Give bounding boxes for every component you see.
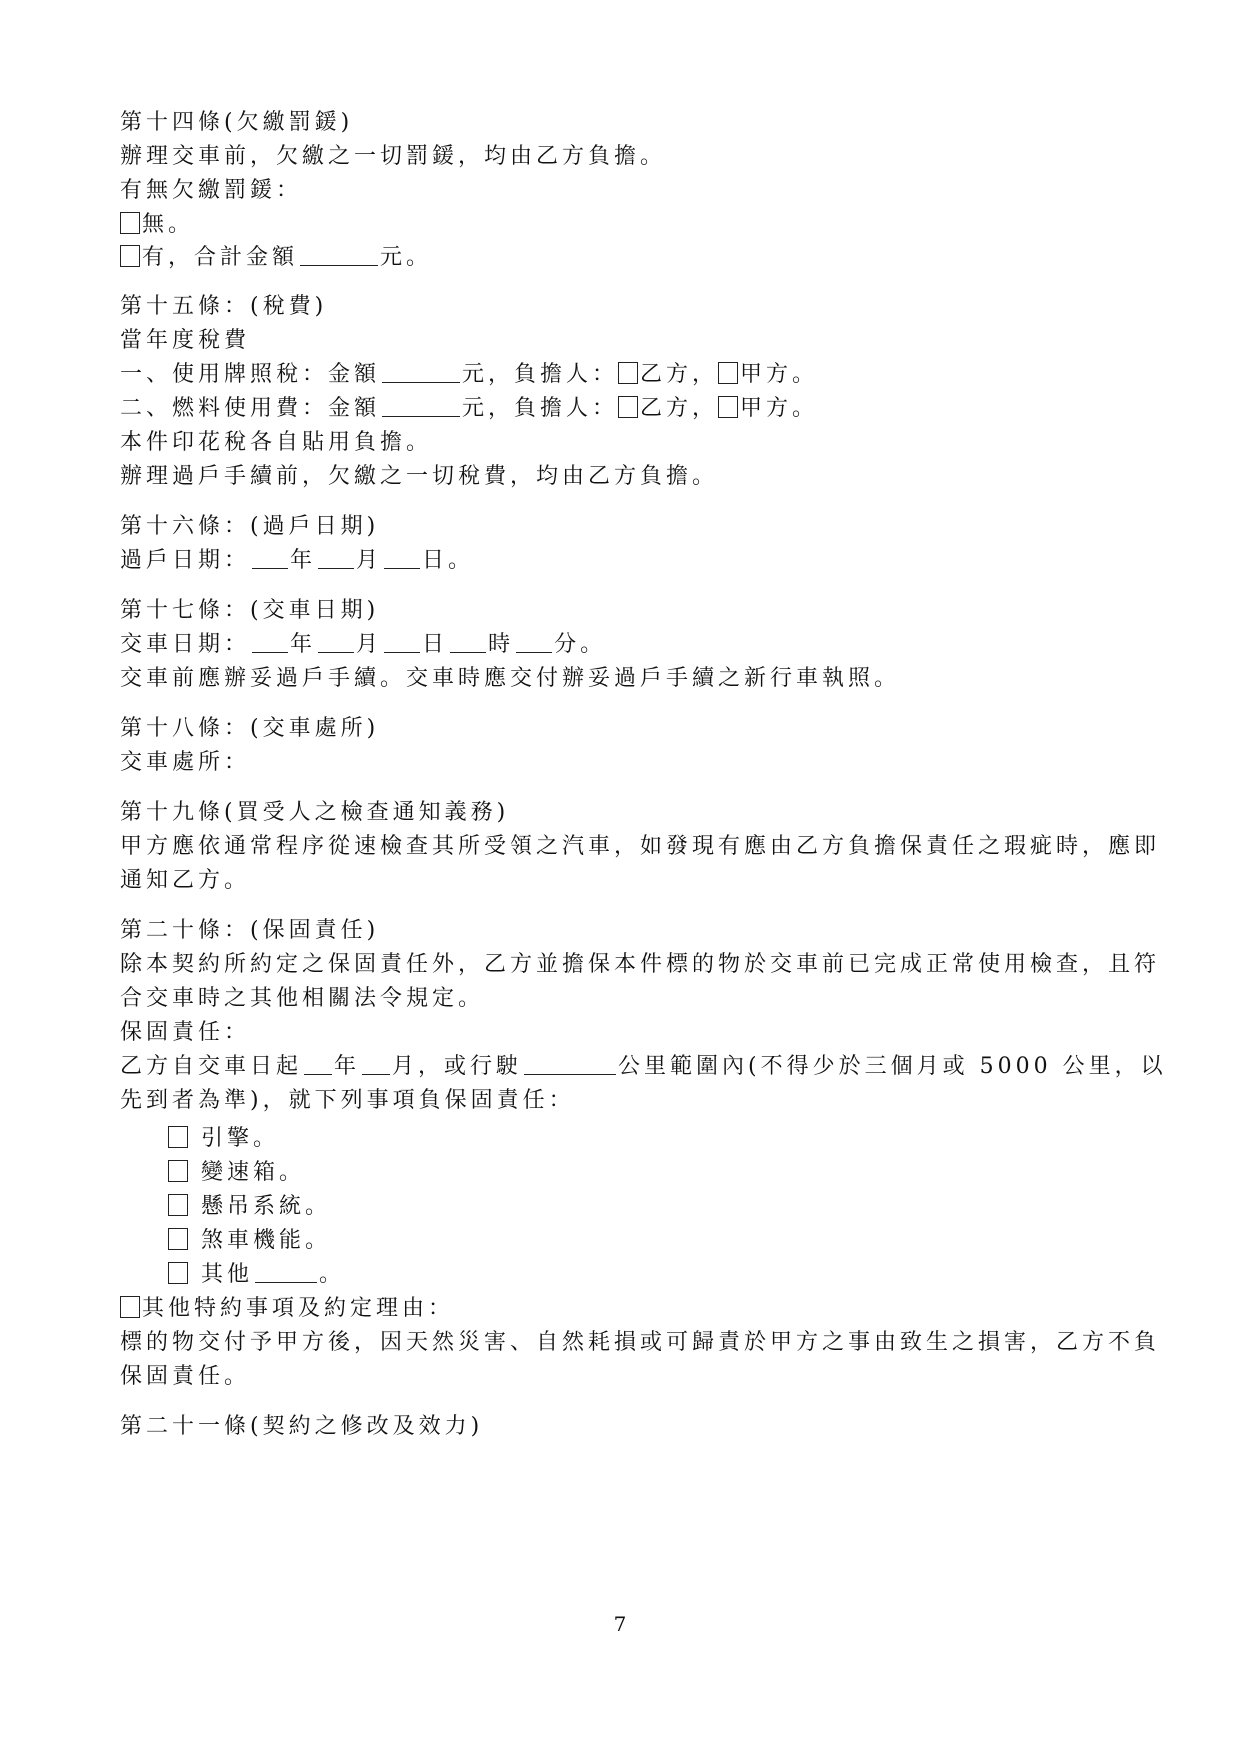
article-15-title: 第十五條：(稅費) bbox=[120, 294, 328, 319]
special-terms-checkbox[interactable] bbox=[120, 1296, 140, 1318]
exclusion-text-line1: 標的物交付予甲方後，因天然災害、自然耗損或可歸責於甲方之事由致生之損害，乙方不負 bbox=[120, 1330, 1161, 1355]
delivery-hour-blank[interactable] bbox=[450, 632, 486, 653]
transfer-month-blank[interactable] bbox=[318, 548, 354, 569]
stamp-tax-text: 本件印花稅各自貼用負擔。 bbox=[120, 430, 433, 455]
license-tax-line: 一、使用牌照稅：金額 元，負擔人： 乙方， 甲方。 bbox=[120, 362, 819, 387]
delivery-year-blank[interactable] bbox=[252, 632, 288, 653]
article-17-title: 第十七條：(交車日期) bbox=[120, 598, 380, 623]
warranty-month-blank[interactable] bbox=[362, 1054, 390, 1075]
article-18-title: 第十八條：(交車處所) bbox=[120, 716, 380, 741]
fines-yes-checkbox[interactable] bbox=[120, 245, 140, 267]
transfer-date-line: 過戶日期： 年 月 日。 bbox=[120, 548, 475, 573]
transmission-checkbox[interactable] bbox=[168, 1160, 188, 1182]
warranty-item-transmission: 變速箱。 bbox=[168, 1158, 305, 1188]
transfer-year-blank[interactable] bbox=[252, 548, 288, 569]
unpaid-tax-text: 辦理過戶手續前，欠繳之一切稅費，均由乙方負擔。 bbox=[120, 464, 719, 489]
license-tax-amount-blank[interactable] bbox=[382, 362, 460, 383]
warranty-label: 保固責任： bbox=[120, 1020, 251, 1045]
warranty-year-blank[interactable] bbox=[304, 1054, 332, 1075]
article-14-title: 第十四條(欠繳罰鍰) bbox=[120, 110, 354, 135]
fuel-fee-party-a-checkbox[interactable] bbox=[718, 396, 738, 418]
special-terms-line: 其他特約事項及約定理由： bbox=[120, 1294, 454, 1324]
warranty-period-line2: 先到者為準)，就下列事項負保固責任： bbox=[120, 1088, 575, 1113]
other-item-blank[interactable] bbox=[255, 1262, 317, 1283]
delivery-note: 交車前應辦妥過戶手續。交車時應交付辦妥過戶手續之新行車執照。 bbox=[120, 666, 901, 691]
warranty-item-suspension: 懸吊系統。 bbox=[168, 1192, 331, 1222]
article-14-text: 辦理交車前，欠繳之一切罰鍰，均由乙方負擔。 bbox=[120, 144, 667, 169]
article-16-title: 第十六條：(過戶日期) bbox=[120, 514, 380, 539]
article-19-text-line1: 甲方應依通常程序從速檢查其所受領之汽車，如發現有應由乙方負擔保責任之瑕疵時，應即 bbox=[120, 834, 1161, 859]
fuel-fee-line: 二、燃料使用費：金額 元，負擔人： 乙方， 甲方。 bbox=[120, 396, 819, 421]
other-checkbox[interactable] bbox=[168, 1262, 188, 1284]
engine-checkbox[interactable] bbox=[168, 1126, 188, 1148]
warranty-item-brakes: 煞車機能。 bbox=[168, 1226, 331, 1256]
suspension-checkbox[interactable] bbox=[168, 1194, 188, 1216]
warranty-period-line: 乙方自交車日起 年 月，或行駛 公里範圍內(不得少於三個月或 5000 公里，以 bbox=[120, 1054, 1167, 1079]
article-20-title: 第二十條：(保固責任) bbox=[120, 918, 380, 943]
delivery-month-blank[interactable] bbox=[318, 632, 354, 653]
article-15-subtitle: 當年度稅費 bbox=[120, 328, 251, 353]
license-tax-party-a-checkbox[interactable] bbox=[718, 362, 738, 384]
article-19-title: 第十九條(買受人之檢查通知義務) bbox=[120, 800, 510, 825]
fuel-fee-amount-blank[interactable] bbox=[382, 396, 460, 417]
fines-option-none: 無。 bbox=[120, 210, 194, 240]
page-number: 7 bbox=[613, 1612, 627, 1636]
article-20-text-line2: 合交車時之其他相關法令規定。 bbox=[120, 986, 485, 1011]
fines-none-checkbox[interactable] bbox=[120, 212, 140, 234]
fuel-fee-party-b-checkbox[interactable] bbox=[618, 396, 638, 418]
fines-question: 有無欠繳罰鍰： bbox=[120, 178, 303, 203]
delivery-place-label: 交車處所： bbox=[120, 750, 251, 775]
license-tax-party-b-checkbox[interactable] bbox=[618, 362, 638, 384]
article-21-title: 第二十一條(契約之修改及效力) bbox=[120, 1414, 484, 1439]
article-20-text-line1: 除本契約所約定之保固責任外，乙方並擔保本件標的物於交車前已完成正常使用檢查，且符 bbox=[120, 952, 1161, 977]
fines-amount-blank[interactable] bbox=[300, 245, 378, 266]
warranty-km-blank[interactable] bbox=[524, 1054, 616, 1075]
delivery-minute-blank[interactable] bbox=[516, 632, 552, 653]
exclusion-text-line2: 保固責任。 bbox=[120, 1364, 251, 1389]
article-19-text-line2: 通知乙方。 bbox=[120, 868, 251, 893]
warranty-item-engine: 引擎。 bbox=[168, 1124, 279, 1154]
delivery-date-line: 交車日期： 年 月 日 時 分。 bbox=[120, 632, 607, 657]
brakes-checkbox[interactable] bbox=[168, 1228, 188, 1250]
transfer-day-blank[interactable] bbox=[384, 548, 420, 569]
fines-option-yes: 有，合計金額 元。 bbox=[120, 243, 432, 273]
warranty-item-other: 其他 。 bbox=[168, 1260, 345, 1290]
delivery-day-blank[interactable] bbox=[384, 632, 420, 653]
